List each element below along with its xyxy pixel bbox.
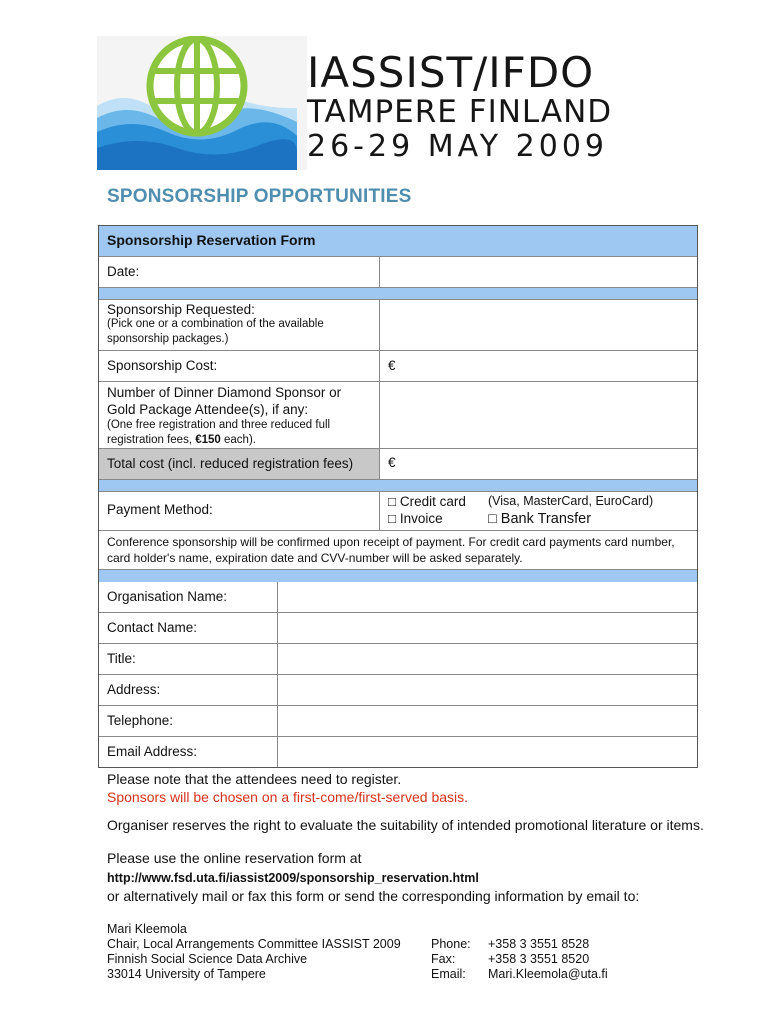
fax-number: +358 3 3551 8520 [488,952,590,966]
event-logo [97,36,613,170]
email-field[interactable] [277,737,697,767]
sponsorship-cost-row [99,350,697,381]
attendees-label: Number of Dinner Diamond Sponsor or Gold Package Attendee(s), if any: [107,385,342,417]
alternative-note: or alternatively mail or fax this form or send the corresponding information by email to: [107,888,640,904]
payment-method-label: Payment Method: [107,502,213,517]
phone-number: +358 3 3551 8528 [488,937,590,951]
contact-role: Chair, Local Arrangements Committee IASSIST 2009 [107,937,401,951]
logo-location: TAMPERE FINLAND [307,94,613,130]
contact-name-field[interactable] [277,613,697,643]
date-label: Date: [107,264,140,279]
logo-dates: 26-29 MAY 2009 [307,129,608,164]
total-cost-label: Total cost (incl. reduced registration fees) [99,449,379,479]
address-label: Address: [107,682,161,697]
fax-label: Fax: [431,952,456,966]
sponsorship-requested-field[interactable] [379,300,697,350]
divider-bar [99,479,697,491]
attendees-label-cell [99,382,379,448]
sponsorship-requested-note: (Pick one or a combination of the available sponsorship packages.) [107,318,324,345]
attendees-note-price: €150 [195,434,221,446]
contact-person: Mari Kleemola [107,922,187,936]
credit-card-checkbox[interactable]: □ Credit card [388,494,466,509]
globe-waves-icon [97,36,307,170]
contact-name-row [99,612,697,643]
sponsorship-requested-row [99,299,697,350]
divider-bar [99,569,697,582]
form-header: Sponsorship Reservation Form [107,232,316,248]
telephone-field[interactable] [277,706,697,736]
logo-title: IASSIST/IFDO [307,48,595,97]
payment-method-row [99,491,697,530]
contact-name-label: Contact Name: [107,620,198,635]
reservation-url-link[interactable]: http://www.fsd.uta.fi/iassist2009/sponsorship_reservation.html [107,871,479,885]
total-cost-field[interactable]: € [379,449,697,479]
organisation-section [99,582,697,767]
sponsorship-cost-field[interactable]: € [379,351,697,381]
bank-transfer-checkbox[interactable]: □ Bank Transfer [488,511,592,527]
accepted-cards-note: (Visa, MasterCard, EuroCard) [488,494,654,508]
address-row [99,674,697,705]
total-cost-row [99,448,697,479]
sponsorship-requested-label: Sponsorship Requested: [107,302,255,317]
telephone-label: Telephone: [107,713,174,728]
organiser-note: Organiser reserves the right to evaluate the suitability of intended promotional literature or items. [107,817,704,833]
organisation-name-field[interactable] [277,582,697,612]
date-row [99,256,697,287]
attendees-note-text: (One free registration and three reduced full registration fees, [107,419,331,446]
email-label: Email Address: [107,744,198,759]
attendees-note-end: each). [220,434,256,446]
online-form-note: Please use the online reservation form at [107,850,362,866]
reservation-form [98,225,698,768]
sponsorship-requested-label-cell [99,300,379,350]
confirmation-notice: Conference sponsorship will be confirmed upon receipt of payment. For credit card payments card number, card holder's name, expiration date and CVV-number will be asked separately. [107,535,675,565]
payment-options [379,492,697,530]
contact-email-link[interactable]: Mari.Kleemola@uta.fi [488,967,608,981]
title-row [99,643,697,674]
phone-label: Phone: [431,937,471,951]
date-field[interactable] [379,257,697,287]
address-field[interactable] [277,675,697,705]
invoice-checkbox[interactable]: □ Invoice [388,511,443,526]
contact-organisation: Finnish Social Science Data Archive [107,952,308,966]
contact-postal: 33014 University of Tampere [107,967,266,981]
attendees-field[interactable] [379,382,697,448]
form-header-row [99,226,697,256]
register-note: Please note that the attendees need to register. [107,771,402,787]
organisation-name-label: Organisation Name: [107,589,228,604]
title-field[interactable] [277,644,697,674]
contact-values [488,937,608,982]
confirmation-row [99,530,697,569]
contact-address [107,922,401,982]
attendees-row [99,381,697,448]
telephone-row [99,705,697,736]
page-title: SPONSORSHIP OPPORTUNITIES [107,186,412,207]
organisation-name-row [99,582,697,612]
divider-bar [99,287,697,299]
contact-labels [431,937,471,982]
attendees-note [107,418,371,448]
email-contact-label: Email: [431,967,466,981]
sponsorship-cost-label: Sponsorship Cost: [107,358,218,373]
first-come-note: Sponsors will be chosen on a first-come/first-served basis. [107,789,469,805]
email-row [99,736,697,767]
title-label: Title: [107,651,136,666]
